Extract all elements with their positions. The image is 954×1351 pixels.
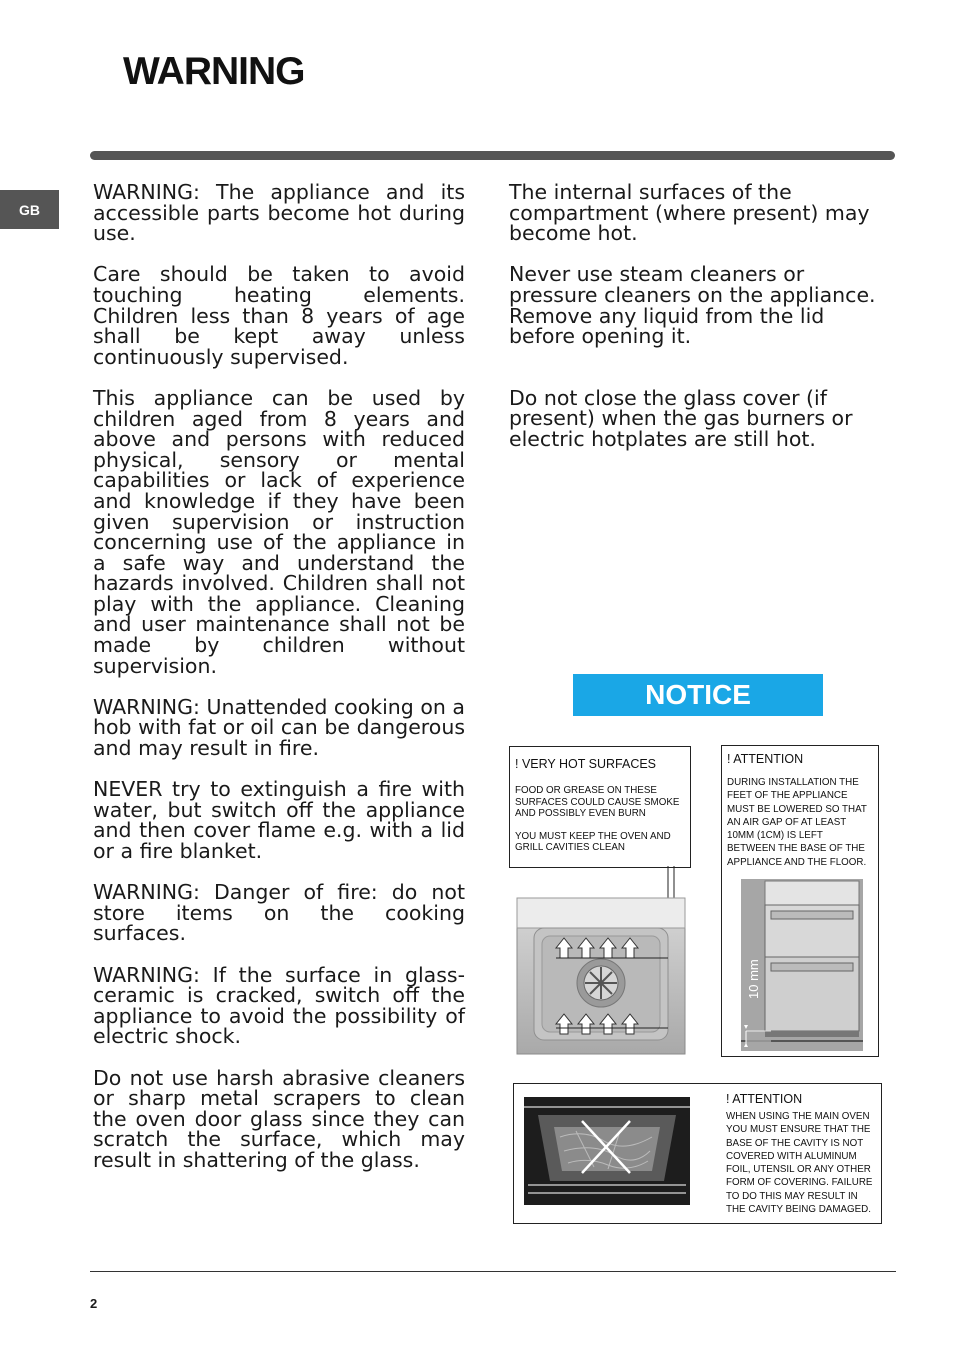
attention-heading: ! ATTENTION: [727, 752, 804, 766]
attention-installation-text: DURING INSTALLATION THE FEET OF THE APPLIANCE MUST BE LOWERED SO THAT AN AIR GAP OF AT LEAST 10MM (1CM) IS LEFT BETWEEN THE BASE OF THE APPLIANCE AND THE FLOOR.: [727, 777, 867, 868]
warning-paragraph: This appliance can be used by children aged from 8 years and above and persons with reduced physical, sensory or mental capabilities or lack of experience and knowledge if they have been given supervision or instruction concerning use of the appliance in a safe way and understand the hazards involved. Children shall not play with the appliance. Cleaning and user maintenance shall not be made by children without supervision.: [93, 385, 465, 678]
oven-cavity-illustration: [516, 866, 686, 1056]
language-tab: GB: [0, 190, 59, 229]
hot-surfaces-heading: ! VERY HOT SURFACES: [515, 757, 657, 771]
attention-oven-text: WHEN USING THE MAIN OVEN YOU MUST ENSURE THAT THE BASE OF THE CAVITY IS NOT COVERED WITH ALUMINUM FOIL, UTENSIL OR ANY OTHER FORM OF COVERING. FAILURE TO DO THIS MAY RESULT IN THE CAVITY BEING DAMAGED.: [726, 1111, 873, 1216]
page-title: WARNING: [123, 50, 305, 93]
warning-paragraph: Do not use harsh abrasive cleaners or sharp metal scrapers to clean the oven door glass since they can scratch the surface, which may result in shattering of the glass.: [93, 1065, 465, 1172]
warning-paragraph: WARNING: The appliance and its accessible parts become hot during use.: [93, 180, 465, 246]
notice-banner: NOTICE: [573, 674, 823, 716]
warning-paragraph: WARNING: Unattended cooking on a hob with fat or oil can be dangerous and may result in fire.: [93, 694, 465, 761]
footer-divider: [90, 1271, 896, 1272]
gap-label: 10 mm: [746, 959, 761, 999]
warning-paragraph: WARNING: If the surface in glass-ceramic is cracked, switch off the appliance to avoid the possibility of electric shock.: [93, 962, 465, 1049]
hot-surfaces-callout: [509, 746, 691, 868]
oven-interior-illustration: [524, 1097, 690, 1205]
warning-paragraph: WARNING: Danger of fire: do not store items on the cooking surfaces.: [93, 880, 465, 946]
attention-heading: ! ATTENTION: [726, 1092, 803, 1106]
warning-paragraph: NEVER try to extinguish a fire with water, but switch off the appliance and then cover flame e.g. with a lid or a fire blanket.: [93, 777, 465, 863]
right-column: [509, 182, 889, 470]
hot-surfaces-instruction: YOU MUST KEEP THE OVEN AND GRILL CAVITIES CLEAN: [515, 830, 671, 853]
left-column: [93, 182, 465, 1191]
warning-paragraph: Care should be taken to avoid touching heating elements. Children less than 8 years of age shall be kept away unless continuously supervised.: [93, 262, 465, 369]
attention-oven-text-block: [726, 1092, 876, 1216]
hot-surfaces-text: FOOD OR GREASE ON THESE SURFACES COULD CAUSE SMOKE AND POSSIBLY EVEN BURN: [515, 785, 680, 819]
warning-paragraph: Never use steam cleaners or pressure cleaners on the appliance. Remove any liquid from the lid before opening it.: [509, 262, 876, 349]
cooker-floor-gap-illustration: [741, 879, 863, 1051]
warning-paragraph: The internal surfaces of the compartment (where present) may become hot.: [509, 180, 870, 246]
page-number: 2: [90, 1296, 98, 1311]
warning-paragraph: Do not close the glass cover (if present) when the gas burners or electric hotplates are still hot.: [509, 385, 853, 451]
title-divider: [90, 151, 895, 160]
